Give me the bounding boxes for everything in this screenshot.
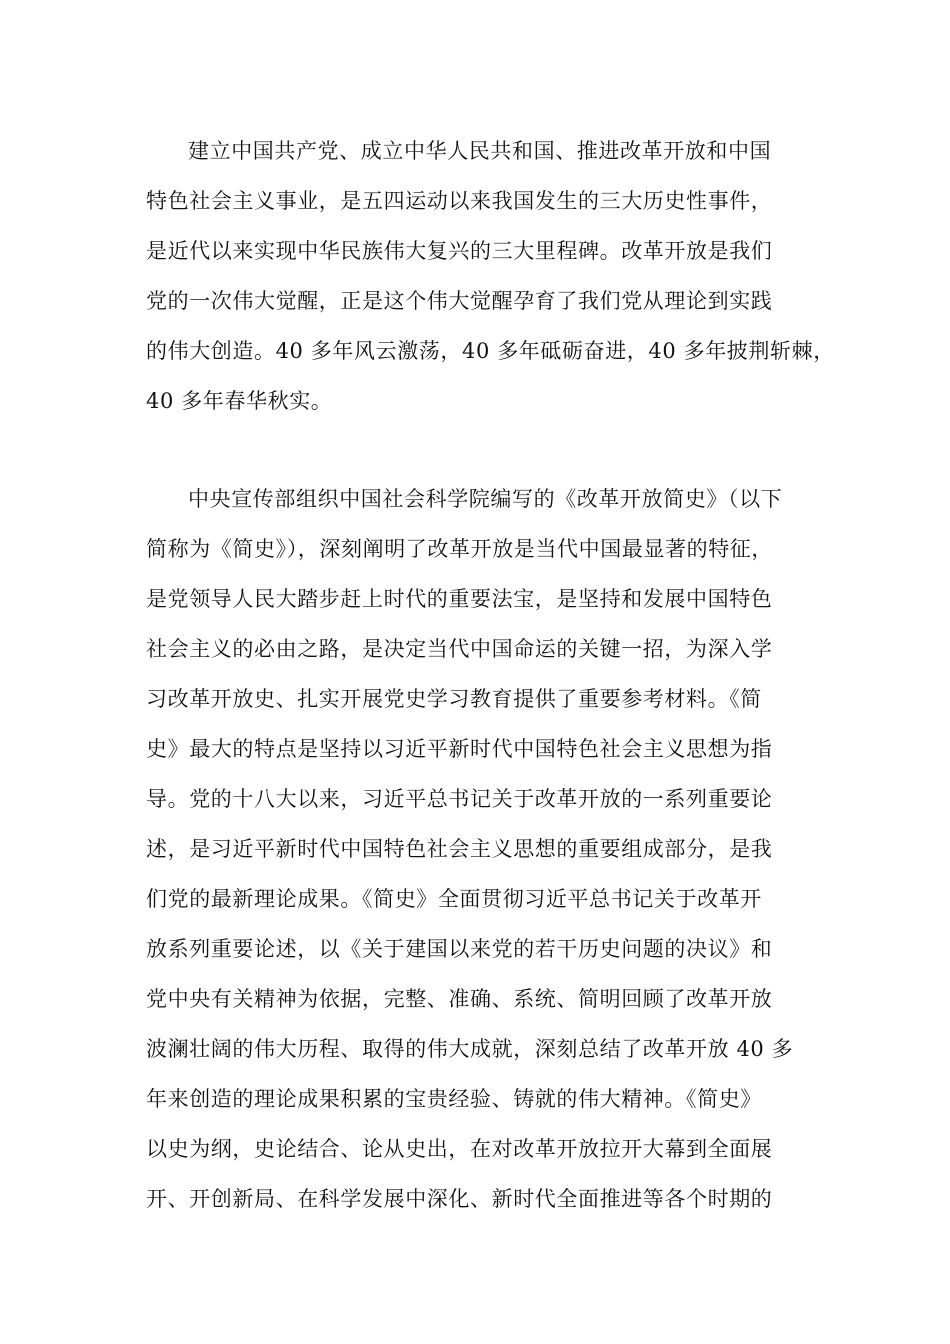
paragraph-line: 是党领导人民大踏步赶上时代的重要法宝，是坚持和发展中国特色 <box>146 587 773 611</box>
paragraph-line: 是近代以来实现中华民族伟大复兴的三大里程碑。改革开放是我们 <box>146 239 773 263</box>
paragraph-1 <box>146 126 835 426</box>
paragraph-line: 波澜壮阔的伟大历程、取得的伟大成就，深刻总结了改革开放 40 多 <box>146 1037 794 1061</box>
paragraph-line: 开、开创新局、在科学发展中深化、新时代全面推进等各个时期的 <box>146 1187 773 1211</box>
paragraph-line: 们党的最新理论成果。《简史》全面贯彻习近平总书记关于改革开 <box>146 887 762 911</box>
paragraph-line: 党中央有关精神为依据，完整、准确、系统、简明回顾了改革开放 <box>146 987 773 1011</box>
paragraph-line: 建立中国共产党、成立中华人民共和国、推进改革开放和中国 <box>188 139 772 163</box>
paragraph-line: 社会主义的必由之路，是决定当代中国命运的关键一招，为深入学 <box>146 637 773 661</box>
paragraph-line: 导。党的十八大以来，习近平总书记关于改革开放的一系列重要论 <box>146 787 773 811</box>
paragraph-line: 简称为《简史》），深刻阐明了改革开放是当代中国最显著的特征， <box>146 537 773 561</box>
paragraph-line: 特色社会主义事业，是五四运动以来我国发生的三大历史性事件， <box>146 189 773 213</box>
paragraph-2 <box>146 474 818 1224</box>
paragraph-line: 40 多年春华秋实。 <box>146 389 333 413</box>
paragraph-line: 习改革开放史、扎实开展党史学习教育提供了重要参考材料。《简 <box>146 687 762 711</box>
paragraph-line: 史》最大的特点是坚持以习近平新时代中国特色社会主义思想为指 <box>146 737 773 761</box>
paragraph-line: 述，是习近平新时代中国特色社会主义思想的重要组成部分，是我 <box>146 837 773 861</box>
paragraph-line: 党的一次伟大觉醒，正是这个伟大觉醒孕育了我们党从理论到实践 <box>146 289 773 313</box>
paragraph-line: 中央宣传部组织中国社会科学院编写的《改革开放简史》（以下 <box>188 487 783 511</box>
paragraph-line: 放系列重要论述，以《关于建国以来党的若干历史问题的决议》和 <box>146 937 773 961</box>
paragraph-line: 以史为纲，史论结合、论从史出，在对改革开放拉开大幕到全面展 <box>146 1137 773 1161</box>
paragraph-line: 年来创造的理论成果积累的宝贵经验、铸就的伟大精神。《简史》 <box>146 1087 762 1111</box>
paragraph-line: 的伟大创造。40 多年风云激荡，40 多年砥砺奋进，40 多年披荆斩棘， <box>146 339 835 363</box>
